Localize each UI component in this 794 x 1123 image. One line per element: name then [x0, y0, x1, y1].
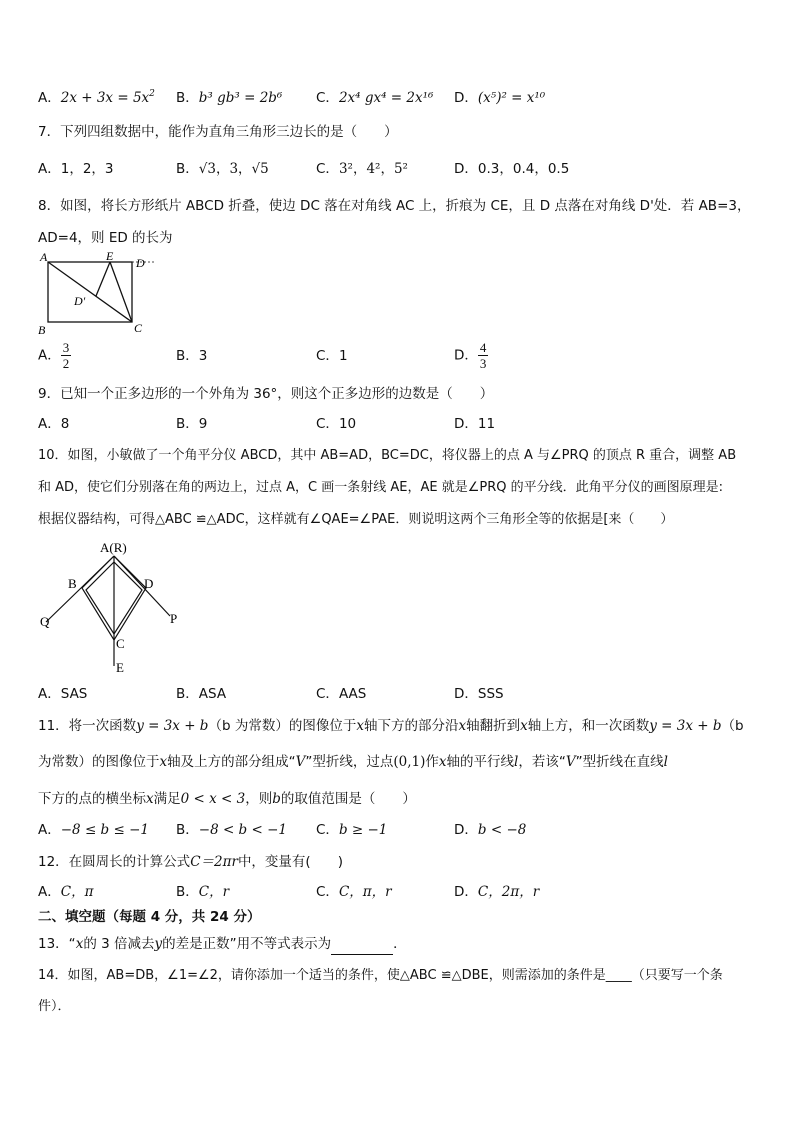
q14-stem-line2: 件）．: [38, 999, 71, 1014]
q10-stem-line1: 10．如图，小敏做了一个角平分仪 ABCD，其中 AB=AD，BC=DC，将仪器上的点 A 与∠PRQ 的顶点 R 重合，调整 AB: [38, 448, 737, 463]
q14-stem-line1: 14．如图，AB=DB，∠1=∠2，请你添加一个适当的条件，使△ABC ≌△DBE，则需添加的条件是____（只要写一个条: [38, 968, 723, 983]
q8-label-d-prime: D': [74, 294, 86, 308]
q10-stem-line3: 根据仪器结构，可得△ABC ≌△ADC，这样就有∠QAE=∠PAE．则说明这两个三角形全等的依据是[来（ ）: [38, 512, 674, 527]
q9-stem: 9．已知一个正多边形的一个外角为 36°，则这个正多边形的边数是（ ）: [38, 386, 494, 402]
q12-option-a: A．C，π: [38, 884, 94, 900]
q11-option-d: D．b < −8: [454, 822, 527, 838]
q10-option-d: D．SSS: [454, 686, 504, 702]
q8-label-c: C: [134, 321, 143, 335]
q11-stem-line1: 11．将一次函数y = 3x + b（b 为常数）的图像位于x轴下方的部分沿x轴翻折到x轴上方，和一次函数y = 3x + b（b: [38, 718, 744, 734]
q9-option-d: D．11: [454, 416, 496, 432]
q10-label-q: Q: [40, 614, 50, 629]
q8-rectangle-figure: [36, 250, 160, 336]
q10-label-a: A(R): [100, 540, 127, 555]
q10-label-e: E: [116, 660, 124, 675]
q8-label-e: E: [106, 250, 114, 263]
q10-stem-line2: 和 AD，使它们分别落在角的两边上，过点 A，C 画一条射线 AE，AE 就是∠PRQ 的平分线．此角平分仪的画图原理是:: [38, 480, 724, 495]
q8-option-c: C．1: [316, 348, 348, 364]
q10-label-p: P: [170, 611, 178, 626]
q7-option-b: B．√3，3，√5: [176, 161, 269, 177]
q9-option-b: B．9: [176, 416, 208, 432]
q10-option-b: B．ASA: [176, 686, 227, 702]
q7-option-d: D．0.3，0.4，0.5: [454, 161, 570, 177]
q10-option-c: C．AAS: [316, 686, 367, 702]
q12-option-b: B．C，r: [176, 884, 230, 900]
q10-option-a: A．SAS: [38, 686, 88, 702]
q7-option-a: A．1，2，3: [38, 161, 114, 177]
q12-option-c: C．C，π，r: [316, 884, 392, 900]
q11-stem-line2: 为常数）的图像位于x轴及上方的部分组成“V”型折线，过点(0,1)作x轴的平行线l，若该“V”型折线在直线l: [38, 754, 668, 770]
q6-option-b: B．b³ gb³ = 2b⁶: [176, 90, 283, 106]
q10-angle-bisector-figure: [36, 536, 186, 678]
q6-option-d: D．(x⁵)² = x¹⁰: [454, 90, 546, 106]
q8-label-a: A: [40, 250, 48, 264]
q11-option-b: B．−8 < b < −1: [176, 822, 287, 838]
q7-option-c: C．3²，4²，5²: [316, 161, 408, 177]
q10-label-c: C: [116, 636, 125, 651]
q9-option-a: A．8: [38, 416, 70, 432]
q13-answer-blank[interactable]: [331, 934, 393, 955]
q8-fold-ce: [110, 262, 132, 322]
q9-option-c: C．10: [316, 416, 357, 432]
q8-option-b: B．3: [176, 348, 208, 364]
q11-option-c: C．b ≥ −1: [316, 822, 388, 838]
q6-option-a: A．$2x + 3x = 5x^2$: [38, 89, 155, 106]
q10-label-b: B: [68, 576, 77, 591]
q13-stem: 13．“x的 3 倍减去y的差是正数”用不等式表示为 ．: [38, 934, 407, 955]
q11-stem-line3: 下方的点的横坐标x满足0 < x < 3，则b的取值范围是（ ）: [38, 791, 416, 807]
q8-stem-line1: 8．如图，将长方形纸片 ABCD 折叠，使边 DC 落在对角线 AC 上，折痕为 CE，且 D 点落在对角线 D'处．若 AB=3，: [38, 198, 751, 214]
q8-option-d: D． $\frac{4}{3}$: [454, 340, 487, 371]
q8-option-a: A． $\frac{3}{2}$: [38, 340, 70, 371]
q8-stem-line2: AD=4，则 ED 的长为: [38, 230, 173, 246]
q8-diagonal-ac: [48, 262, 132, 322]
q11-option-a: A．−8 ≤ b ≤ −1: [38, 822, 149, 838]
q8-segment-ed-prime: [96, 262, 110, 296]
q8-label-d: D: [136, 256, 145, 270]
q12-option-d: D．C，2π，r: [454, 884, 540, 900]
q7-stem: 7．下列四组数据中，能作为直角三角形三边长的是（ ）: [38, 124, 398, 140]
q8-label-b: B: [38, 323, 46, 336]
section-title-fill-in: 二、填空题（每题 4 分，共 24 分）: [38, 909, 261, 925]
q12-stem: 12．在圆周长的计算公式C＝2πr中，变量有( ): [38, 854, 343, 870]
q6-option-c: C．2x⁴ gx⁴ = 2x¹⁶: [316, 90, 434, 106]
q10-label-d: D: [144, 576, 154, 591]
